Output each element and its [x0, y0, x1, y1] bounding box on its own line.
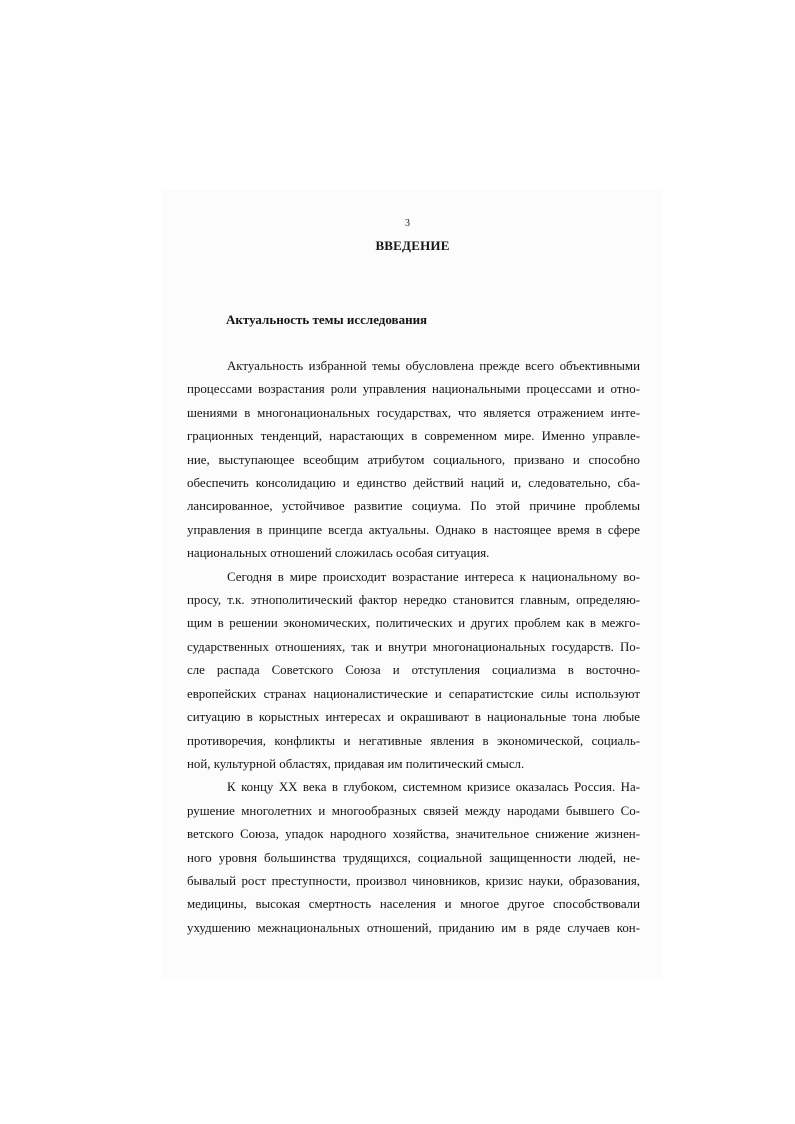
paragraph-2 [187, 566, 640, 777]
paragraph-1 [187, 355, 640, 566]
text-line: ние, выступающее всеобщим атрибутом социального, призвано и способно [187, 452, 640, 467]
text-line: просу, т.к. этнополитический фактор нередко становится главным, определяю- [187, 593, 640, 608]
text-line: национальных отношений сложилась особая ситуация. [187, 546, 490, 561]
text-line: европейских странах националистические и сепаратистские силы используют [187, 686, 640, 701]
text-line: грационных тенденций, нарастающих в современном мире. Именно управле- [187, 429, 640, 444]
text-line: ухудшению межнациональных отношений, приданию им в ряде случаев кон- [187, 920, 640, 935]
text-line: управления в принципе всегда актуальны. Однако в настоящее время в сфере [187, 522, 640, 537]
text-line: ного уровня большинства трудящихся, социальной защищенности людей, не- [187, 850, 640, 865]
text-line: Актуальность избранной темы обусловлена прежде всего объективными [227, 359, 640, 373]
text-line: медицины, высокая смертность населения и многое другое способствовали [187, 897, 640, 912]
text-line: противоречия, конфликты и негативные явления в экономической, социаль- [187, 733, 640, 748]
text-line: Сегодня в мире происходит возрастание интереса к национальному во- [227, 569, 640, 584]
text-line: ситуацию в корыстных интересах и окрашивают в национальные тона любые [187, 710, 640, 725]
text-line: обеспечить консолидацию и единство действий наций и, следовательно, сба- [187, 476, 640, 491]
page-number: 3 [405, 218, 410, 229]
text-line: процессами возрастания роли управления национальными процессами и отно- [187, 382, 640, 397]
text-line: лансированное, устойчивое развитие социума. По этой причине проблемы [187, 499, 640, 514]
body-text [187, 355, 640, 940]
page-title: ВВЕДЕНИЕ [375, 238, 450, 253]
text-line: сле распада Советского Союза и отступления социализма в восточно- [187, 663, 640, 678]
section-heading: Актуальность темы исследования [226, 312, 428, 327]
text-line: щим в решении экономических, политических и других проблем как в межго- [187, 616, 640, 631]
text-line: бывалый рост преступности, произвол чиновников, кризис науки, образования, [187, 873, 640, 888]
text-line: сударственных отношениях, так и внутри многонациональных государств. По- [187, 639, 640, 654]
text-line: шениями в многонациональных государствах, что является отражением инте- [187, 405, 640, 420]
paragraph-3 [187, 776, 640, 940]
text-line: К концу XX века в глубоком, системном кризисе оказалась Россия. На- [227, 780, 640, 795]
text-line: рушение многолетних и многообразных связей между народами бывшего Со- [187, 803, 640, 818]
text-line: ной, культурной областях, придавая им политический смысл. [187, 756, 525, 771]
text-line: ветского Союза, упадок народного хозяйства, значительное снижение жизнен- [187, 827, 640, 842]
